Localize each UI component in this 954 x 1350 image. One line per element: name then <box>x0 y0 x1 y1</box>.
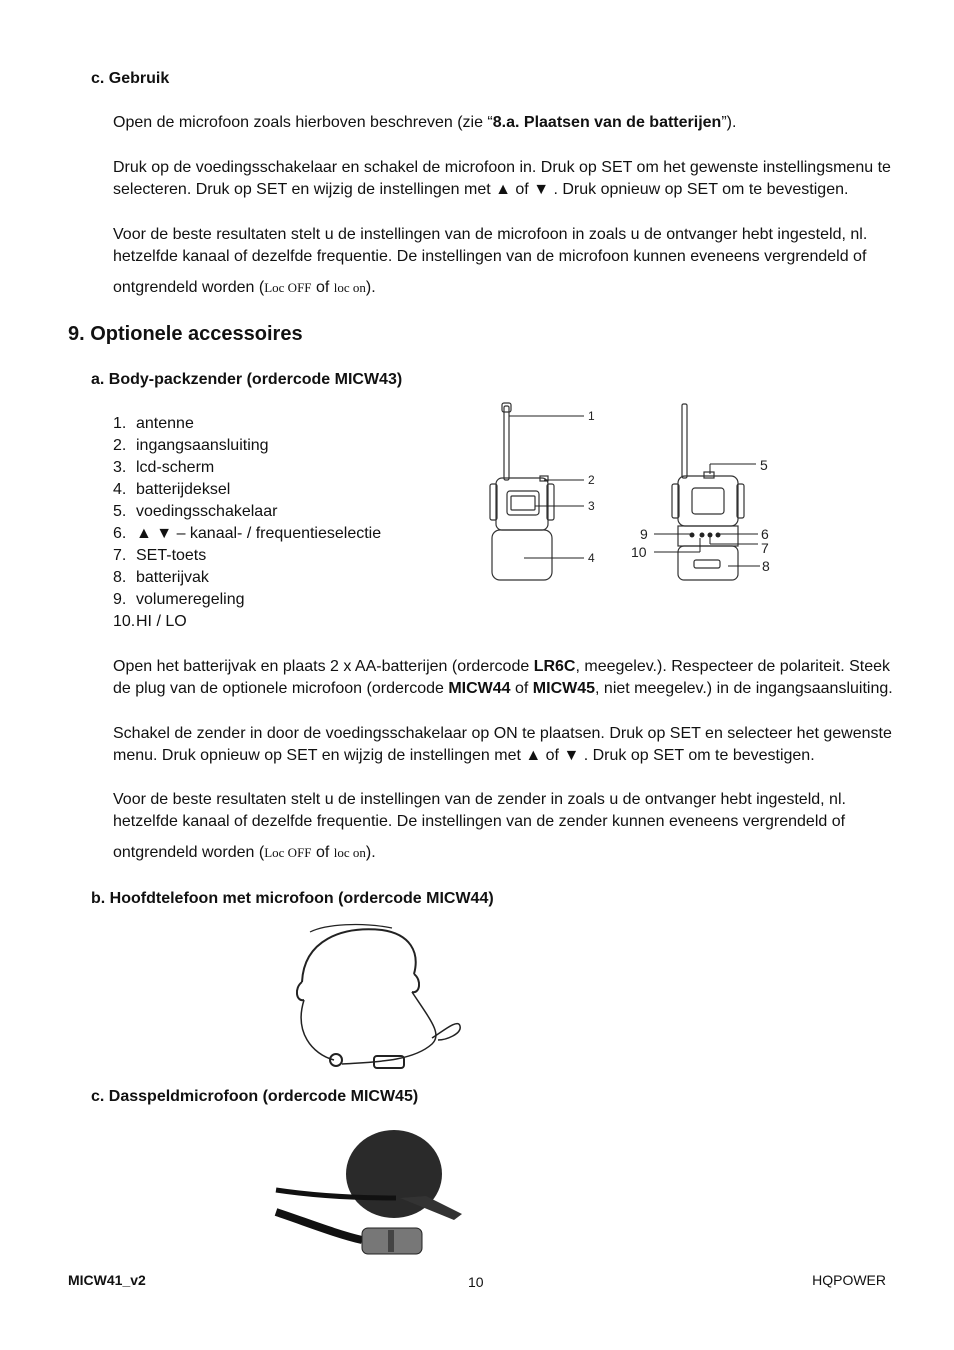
item-label: ingangsaansluiting <box>136 437 269 454</box>
control-dot <box>716 533 721 538</box>
list-item <box>113 567 381 589</box>
lcd-screen <box>511 496 535 510</box>
lcd-frame <box>507 491 539 515</box>
item-number: 8. <box>113 569 127 586</box>
list-item <box>113 413 381 435</box>
heading-bodypack: a. Body-packzender (ordercode MICW43) <box>91 371 403 388</box>
item-number: 9. <box>113 591 127 608</box>
boom-arm <box>301 1000 334 1060</box>
item-label: ▲ ▼ – kanaal- / frequentieselectie <box>136 525 382 542</box>
text: Open de microfoon zoals hierboven beschreven (zie “ <box>113 114 493 131</box>
antenna-shape <box>504 406 509 480</box>
cable <box>342 992 436 1064</box>
item-number: 1. <box>113 415 127 432</box>
line: Druk op de voedingsschakelaar en schakel de microfoon in. Druk op SET om het gewenste instellingsmenu te <box>113 159 891 176</box>
item-label: lcd-scherm <box>136 459 215 476</box>
lavalier-image <box>276 1124 468 1268</box>
callout-7: 7 <box>761 540 769 556</box>
heading-headset: b. Hoofdtelefoon met microfoon (ordercode MICW44) <box>91 890 494 907</box>
parts-list <box>113 413 381 633</box>
list-item <box>113 523 381 545</box>
antenna-shape <box>682 404 687 478</box>
list-item <box>113 457 381 479</box>
item-label: SET-toets <box>136 547 207 564</box>
text: ). <box>365 279 376 296</box>
item-number: 3. <box>113 459 127 476</box>
text: ontgrendeld worden ( <box>113 844 265 861</box>
ear-hook-left <box>297 982 304 1000</box>
item-number: 10. <box>113 613 136 630</box>
cable-thick <box>276 1212 362 1240</box>
ordercode: MICW44 <box>448 680 511 697</box>
ordercode: MICW45 <box>532 680 596 697</box>
list-item <box>113 479 381 501</box>
callout-5: 5 <box>760 457 768 473</box>
callout-1: 1 <box>588 409 595 423</box>
item-number: 7. <box>113 547 127 564</box>
heading-optional-accessories: 9. Optionele accessoires <box>68 323 303 345</box>
line <box>113 678 893 700</box>
line: selecteren. Druk op SET en wijzig de instellingen met ▲ of ▼ . Druk opnieuw op SET om te bevestigen. <box>113 181 849 198</box>
callout-2: 2 <box>588 473 595 487</box>
text: de plug van de optionele microfoon (ordercode <box>113 680 449 697</box>
line: Voor de beste resultaten stelt u de instellingen van de zender in zoals u de ontvanger hebt ingesteld, nl. <box>113 791 846 808</box>
line: menu. Druk opnieuw op SET en wijzig de instellingen met ▲ of ▼ . Druk op SET om te bevestigen. <box>113 747 815 764</box>
battery-cover-shape <box>492 530 552 580</box>
callout-6: 6 <box>761 526 769 542</box>
list-item <box>113 611 381 633</box>
item-number: 6. <box>113 525 127 542</box>
text: of <box>510 680 533 697</box>
power-switch <box>704 472 714 478</box>
item-label: volumeregeling <box>136 591 245 608</box>
item-label: batterijvak <box>136 569 209 586</box>
text: of <box>311 844 334 861</box>
loc-off-label: Loc OFF <box>264 280 312 295</box>
list-item <box>113 589 381 611</box>
footer-model: MICW41_v2 <box>68 1272 146 1288</box>
paragraph-switch-on <box>113 723 892 767</box>
text: ”). <box>721 114 737 131</box>
antenna-tip <box>502 403 511 412</box>
callout-4: 4 <box>588 551 595 565</box>
ear-hook-right <box>412 974 419 992</box>
list-item <box>113 435 381 457</box>
item-number: 5. <box>113 503 127 520</box>
heading-gebruik: c. Gebruik <box>91 70 170 87</box>
ordercode: LR6C <box>533 658 576 675</box>
control-dot <box>690 533 695 538</box>
list-item <box>113 545 381 567</box>
callout-3: 3 <box>588 499 595 513</box>
battery-compartment <box>678 546 738 580</box>
connector-band <box>388 1230 394 1252</box>
text: , meegelev.). Respecteer de polariteit. Steek <box>575 658 890 675</box>
callout-9: 9 <box>640 526 648 542</box>
text: ontgrendeld worden ( <box>113 279 265 296</box>
callout-8: 8 <box>762 558 770 574</box>
bodypack-front-diagram <box>480 398 610 584</box>
item-label: antenne <box>136 415 194 432</box>
headset-image <box>282 922 468 1072</box>
battery-slot <box>694 560 720 568</box>
control-dot <box>700 533 705 538</box>
text: of <box>311 279 334 296</box>
footer-page-number: 10 <box>468 1274 484 1290</box>
line <box>113 277 867 299</box>
line: Schakel de zender in door de voedingsschakelaar op ON te plaatsen. Druk op SET en selecteer het gewenste <box>113 725 892 742</box>
headband-shape <box>302 929 416 982</box>
loc-on-label: loc on <box>333 845 366 860</box>
loc-off-label: Loc OFF <box>264 845 312 860</box>
bodypack-back-diagram <box>628 398 778 584</box>
line: Voor de beste resultaten stelt u de instellingen van de microfoon in zoals u de ontvanger hebt ingesteld, nl. <box>113 226 868 243</box>
heading-lavalier: c. Dasspeldmicrofoon (ordercode MICW45) <box>91 1088 419 1105</box>
line <box>113 842 846 864</box>
paragraph-power-switch <box>113 157 891 201</box>
item-label: batterijdeksel <box>136 481 231 498</box>
reference: 8.a. Plaatsen van de batterijen <box>492 114 722 131</box>
line <box>113 656 893 678</box>
paragraph-battery <box>113 656 893 700</box>
footer-brand: HQPOWER <box>812 1272 886 1288</box>
callout-10: 10 <box>631 544 647 560</box>
line: hetzelfde kanaal of dezelfde frequentie. De instellingen van de microfoon kunnen eveneens vergrendeld of <box>113 248 867 265</box>
paragraph-open-microphone <box>113 112 736 134</box>
text: , niet meegelev.) in de ingangsaansluiting. <box>595 680 893 697</box>
paragraph-best-results-transmitter <box>113 789 846 864</box>
text: ). <box>365 844 376 861</box>
item-number: 2. <box>113 437 127 454</box>
item-label: HI / LO <box>136 613 187 630</box>
paragraph-best-results <box>113 224 867 299</box>
item-label: voedingsschakelaar <box>136 503 278 520</box>
control-dot <box>708 533 713 538</box>
device-top-shape <box>496 478 548 530</box>
text: Open het batterijvak en plaats 2 x AA-batterijen (ordercode <box>113 658 534 675</box>
device-top-shape <box>678 476 738 526</box>
lcd-frame <box>692 488 724 514</box>
item-number: 4. <box>113 481 127 498</box>
list-item <box>113 501 381 523</box>
loc-on-label: loc on <box>333 280 366 295</box>
line: hetzelfde kanaal of dezelfde frequentie. De instellingen van de zender kunnen eveneens vergrendeld of <box>113 813 846 830</box>
